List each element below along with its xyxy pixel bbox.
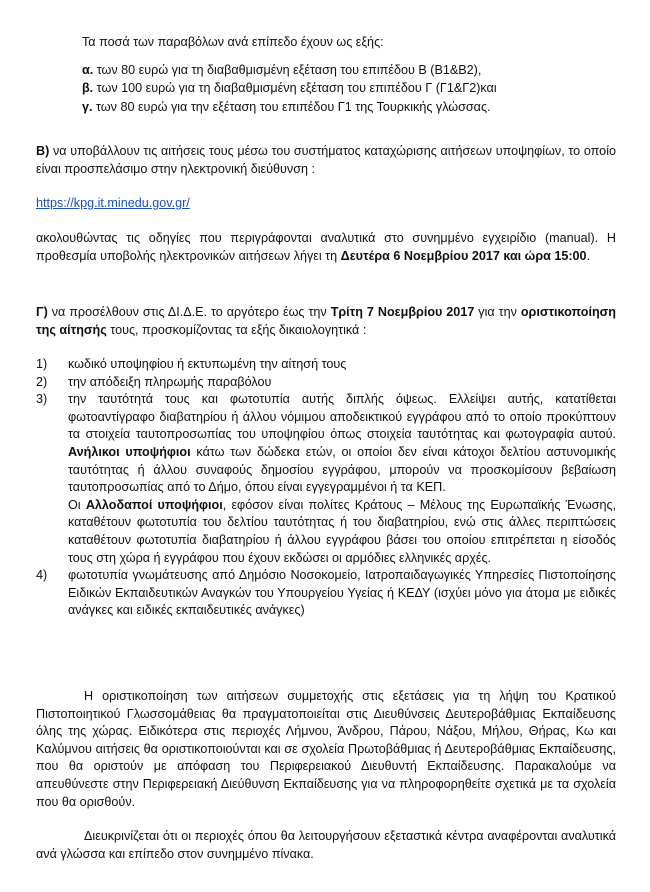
fee-item-text: των 80 ευρώ για τη διαβαθμισμένη εξέταση του επιπέδου Β (Β1&Β2), xyxy=(93,62,482,77)
finalization-date: Τρίτη 7 Νοεμβρίου 2017 xyxy=(330,305,475,319)
section-c-paragraph xyxy=(36,304,616,339)
section-b-paragraph xyxy=(36,143,616,178)
clarification-paragraph: Διευκρινίζεται ότι οι περιοχές όπου θα λειτουργήσουν εξεταστικά κέντρα αναφέρονται αναλυτικά ανά γλώσσα και επίπεδο στον συνημμένο πίνακα. xyxy=(36,829,616,861)
list-item xyxy=(36,391,616,567)
fee-item-text: των 80 ευρώ για την εξέταση του επιπέδου Γ1 της Τουρκικής γλώσσας. xyxy=(92,99,491,114)
fees-intro: Τα ποσά των παραβόλων ανά επίπεδο έχουν ως εξής: xyxy=(82,35,384,49)
list-item-number: 4) xyxy=(36,568,48,583)
fee-item-b xyxy=(82,80,602,98)
fee-item-marker: β. xyxy=(82,81,94,96)
fees-block xyxy=(82,34,602,117)
minors-text: κάτω των δώδεκα ετών, οι οποίοι δεν είναι κάτοχοι δελτίου αστυνομικής ταυτότητας ή άλλου συναφούς δημοσίου εγγράφου, μπορούν να προσκομίσουν βεβαίωση ταυτοπροσωπίας από το Δήμο, όπου είναι εγγεγραμμένοι ή τα ΚΕΠ. xyxy=(68,444,616,495)
fee-item-text: των 100 ευρώ για τη διαβαθμισμένη εξέταση του επιπέδου Γ (Γ1&Γ2)και xyxy=(93,81,497,96)
list-item-text: την ταυτότητά τους και φωτοτυπία αυτής διπλής όψεως. Ελλείψει αυτής, κατατίθεται φωτοαντίγραφο διαβατηρίου ή άλλου νόμιμου αποδεικτικού εγγράφου από το οποίο προκύπτουν τα στοιχεία ταυτοπροσωπίας του υποψηφίου όπως στοιχεία ταυτότητας και φωτογραφία αυτού. xyxy=(68,392,616,442)
fee-item-marker: α. xyxy=(82,62,94,77)
requirements-list xyxy=(36,356,616,620)
list-item xyxy=(36,567,616,620)
foreign-prefix: Οι xyxy=(68,497,86,512)
list-item-text: φωτοτυπία γνωμάτευσης από Δημόσιο Νοσοκομείο, Ιατροπαιδαγωγικές Υπηρεσίες Πιστοποίησης Ειδικών Εκπαιδευτικών Αναγκών του Υπουργείου Υγείας ή ΚΕΔΥ (ισχύει μόνο για άτομα με ειδικές ανάγκες και ειδικές εκπαιδευτικές ανάγκες) xyxy=(68,568,616,618)
finalization-paragraph: Η οριστικοποίηση των αιτήσεων συμμετοχής στις εξετάσεις για τη λήψη του Κρατικού Πιστοποιητικού Γλωσσομάθειας θα πραγματοποιείται στις Διευθύνσεις Δευτεροβάθμιας Εκπαίδευσης όλης της χώρας. Ειδικότερα στις περιοχές Λήμνου, Άνδρου, Πάρου, Νάξου, Μήλου, Θήρας, Κω και Καλύμνου αιτήσεις θα οριστικοποιούνται και σε σχολεία Πρωτοβάθμιας ή Δευτεροβάθμιας Εκπαίδευσης, που θα οριστούν με απόφαση του Περιφερειακού Διευθυντή Εκπαίδευσης. Παρακαλούμε να απευθύνεστε στην Περιφερειακή Διεύθυνση Εκπαίδευσης για να πληροφορηθείτε σχετικά με τα σχολεία που θα ορισθούν. xyxy=(36,689,616,809)
fee-item-marker: γ. xyxy=(82,99,93,114)
fee-item-c xyxy=(82,99,602,117)
finalization-emphasis: οριστικοποίηση της αίτησής xyxy=(36,305,616,337)
minors-label: Ανήλικοι υποψήφιοι xyxy=(68,444,191,459)
section-c-text-1: να προσέλθουν στις ΔΙ.Δ.Ε. το αργότερο έως την xyxy=(47,305,331,319)
list-item xyxy=(36,374,616,392)
section-b-text: να υποβάλλουν τις αιτήσεις τους μέσω του συστήματος καταχώρισης αιτήσεων υποψηφίων, το οποίο είναι προσπελάσιμο στην ηλεκτρονική διεύθυνση : xyxy=(36,144,616,176)
instructions-text: ακολουθώντας τις οδηγίες που περιγράφονται αναλυτικά στο συνημμένο εγχειρίδιο (manual). Η προθεσμία υποβολής ηλεκτρονικών αιτήσεων λήγει τη xyxy=(36,231,616,263)
application-portal-link[interactable]: https://kpg.it.minedu.gov.gr/ xyxy=(36,196,190,210)
list-item-number: 3) xyxy=(36,392,48,407)
section-b-instructions xyxy=(36,230,616,265)
submission-deadline: Δευτέρα 6 Νοεμβρίου 2017 και ώρα 15:00 xyxy=(340,248,587,263)
list-item-text: την απόδειξη πληρωμής παραβόλου xyxy=(68,374,272,389)
list-item-number: 2) xyxy=(36,374,48,389)
list-item-number: 1) xyxy=(36,357,48,371)
section-c-text-3: τους, προσκομίζοντας τα εξής δικαιολογητικά : xyxy=(106,322,367,337)
list-item-text: κωδικό υποψηφίου ή εκτυπωμένη την αίτησή τους xyxy=(68,357,347,371)
section-c-marker: Γ) xyxy=(36,305,48,319)
foreign-text: , εφόσον είναι πολίτες Κράτους – Μέλους της Ευρωπαϊκής Ένωσης, καταθέτουν φωτοτυπία του δελτίου ταυτότητας ή του διαβατηρίου, ενώ στις άλλες περιπτώσεις καταθέτουν φωτοτυπία διαβατηρίου ή άλλου εγγράφου βάσει του οποίου επιτρέπεται η είσοδός τους στη χώρα ή εγγράφου που έχουν εκδώσει οι αρμόδιες ελληνικές αρχές. xyxy=(68,497,617,565)
foreign-label: Αλλοδαποί υποψήφιοι xyxy=(85,497,223,512)
list-item xyxy=(36,356,616,374)
section-b-marker: Β) xyxy=(36,144,50,158)
section-b-url-line xyxy=(36,195,616,213)
section-c-text-2: για την xyxy=(474,305,521,319)
instructions-end: . xyxy=(586,248,591,263)
fee-item-a xyxy=(82,62,602,80)
